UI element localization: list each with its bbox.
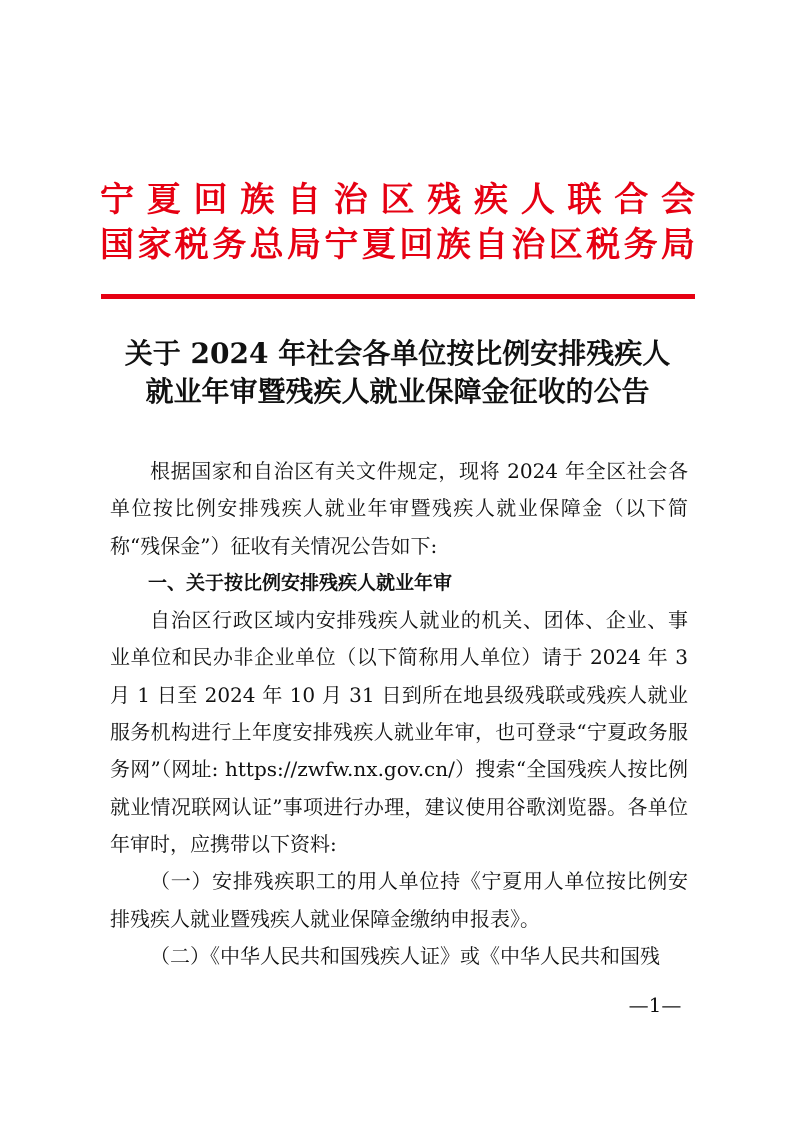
section-heading-annual-review: 一、关于按比例安排残疾人就业年审 [148,571,453,594]
annual-review-paragraph: 自治区行政区域内安排残疾人就业的机关、团体、企业、事业单位和民办非企业单位（以下简称用人单位）请于 2024 年 3 月 1 日至 2024 年 10 月 31 日到所在地县级残联或残疾人就业服务机构进行上年度安排残疾人就业年审，也可登录“宁夏政务服务网”（网址: https://zwfw.nx.gov.cn/）搜索“全国残疾人按比例就业情况联网认证”事项进行办理，建议使用谷歌浏览器。各单位年审时，应携带以下资料: [110,608,688,856]
list-item-1: （一）安排残疾职工的用人单位持《宁夏用人单位按比例安排残疾人就业暨残疾人就业保障金缴纳申报表》。 [110,869,688,931]
issuer-name-disabled-persons-federation: 宁 夏 回 族 自 治 区 残 疾 人 联 合 会 [100,180,695,220]
document-title-line-1: 关于 2024 年社会各单位按比例安排残疾人 [124,337,671,370]
list-item-2: （二）《中华人民共和国残疾人证》或《中华人民共和国残 [150,943,660,968]
issuer-name-tax-bureau: 国家税务总局宁夏回族自治区税务局 [100,225,695,265]
intro-paragraph: 根据国家和自治区有关文件规定，现将 2024 年全区社会各单位按比例安排残疾人就业年审暨残疾人就业保障金（以下简称“残保金”）征收有关情况公告如下: [110,459,688,558]
letterhead-red-divider [101,294,695,299]
page-number: —1— [628,993,682,1017]
document-body [110,453,688,975]
document-title-line-2: 就业年审暨残疾人就业保障金征收的公告 [145,375,650,408]
